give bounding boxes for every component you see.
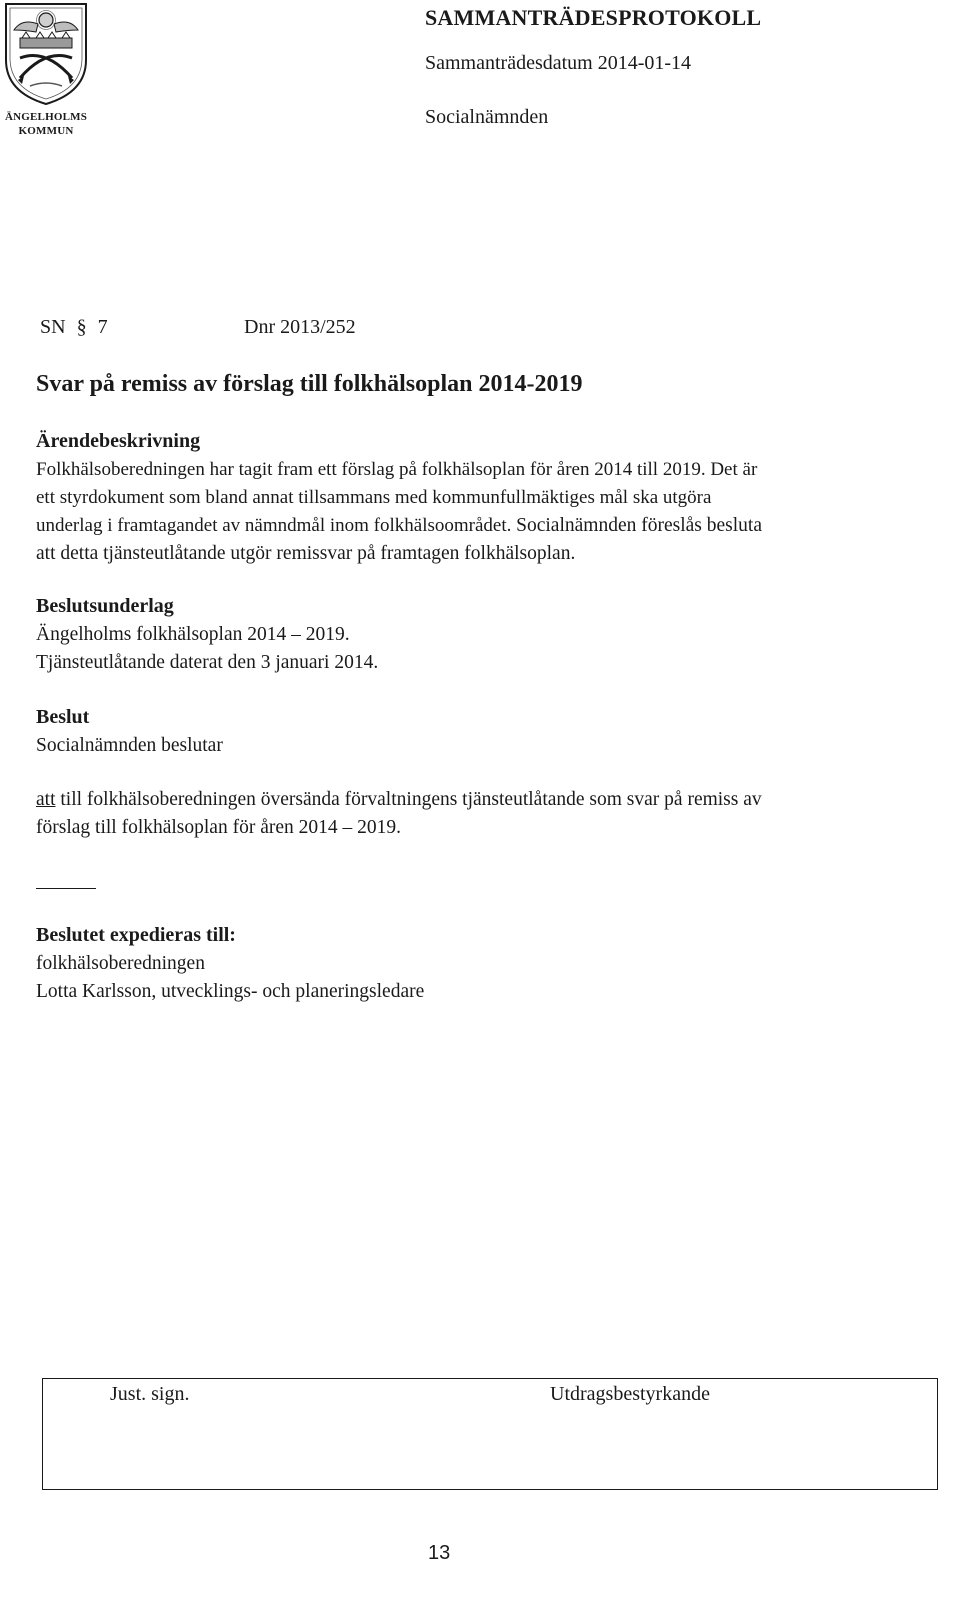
beslut-decision bbox=[36, 786, 936, 842]
beslut-intro: Socialnämnden beslutar bbox=[36, 735, 223, 756]
heading-arendebeskrivning: Ärendebeskrivning bbox=[36, 430, 201, 452]
recipient-item: folkhälsoberedningen bbox=[36, 953, 205, 974]
logo-text-line1: ÄNGELHOLMS bbox=[4, 111, 88, 123]
dnr: Dnr 2013/252 bbox=[244, 316, 356, 338]
just-sign-label: Just. sign. bbox=[110, 1383, 190, 1405]
recipient-item: Lotta Karlsson, utvecklings- och planeringsledare bbox=[36, 981, 425, 1002]
heading-beslutsunderlag: Beslutsunderlag bbox=[36, 595, 174, 617]
beslut-line-1 bbox=[36, 786, 936, 814]
arende-line-4: att detta tjänsteutlåtande utgör remissvar på framtagen folkhälsoplan. bbox=[36, 543, 576, 564]
protocol-title: SAMMANTRÄDESPROTOKOLL bbox=[425, 5, 762, 30]
arende-line-3-tail: Socialnämnden föreslås besluta bbox=[516, 515, 762, 536]
section-symbol: § bbox=[76, 316, 87, 338]
coat-of-arms-icon bbox=[0, 0, 92, 108]
att-word: att bbox=[36, 789, 56, 810]
beslutsunderlag-item: Tjänsteutlåtande daterat den 3 januari 2014. bbox=[36, 652, 379, 673]
arendebeskrivning-text bbox=[36, 456, 936, 568]
utdragsbestyrkande-label: Utdragsbestyrkande bbox=[550, 1383, 710, 1405]
beslutsunderlag-item: Ängelholms folkhälsoplan 2014 – 2019. bbox=[36, 624, 350, 645]
sn-label: SN bbox=[40, 316, 66, 338]
beslut-line-2: förslag till folkhälsoplan för åren 2014 – 2019. bbox=[36, 817, 402, 838]
beslutsunderlag-list bbox=[36, 621, 936, 677]
divider bbox=[36, 888, 96, 889]
arende-line-1: Folkhälsoberedningen har tagit fram ett förslag på folkhälsoplan för åren 2014 till 2019. Det är bbox=[36, 459, 758, 480]
committee-name: Socialnämnden bbox=[425, 106, 549, 128]
case-reference bbox=[40, 316, 356, 339]
arende-line-2: ett styrdokument som bland annat tillsammans med kommunfullmäktiges mål ska utgöra bbox=[36, 487, 712, 508]
expediering-list bbox=[36, 950, 936, 1006]
heading-beslut: Beslut bbox=[36, 706, 90, 728]
sn-number: 7 bbox=[97, 316, 108, 338]
arende-line-3-head: underlag i framtagandet av nämndmål inom folkhälsoområdet. bbox=[36, 515, 512, 536]
meeting-date: Sammanträdesdatum 2014-01-14 bbox=[425, 52, 692, 74]
municipality-logo bbox=[0, 0, 92, 142]
beslut-line-1-rest: till folkhälsoberedningen översända förvaltningens tjänsteutlåtande som svar på remiss av bbox=[55, 789, 762, 810]
page-title: Svar på remiss av förslag till folkhälsoplan 2014-2019 bbox=[36, 371, 583, 397]
logo-text-line2: KOMMUN bbox=[18, 125, 74, 137]
heading-expediering: Beslutet expedieras till: bbox=[36, 924, 236, 946]
page-number: 13 bbox=[428, 1542, 451, 1564]
arende-line-3 bbox=[36, 512, 936, 540]
